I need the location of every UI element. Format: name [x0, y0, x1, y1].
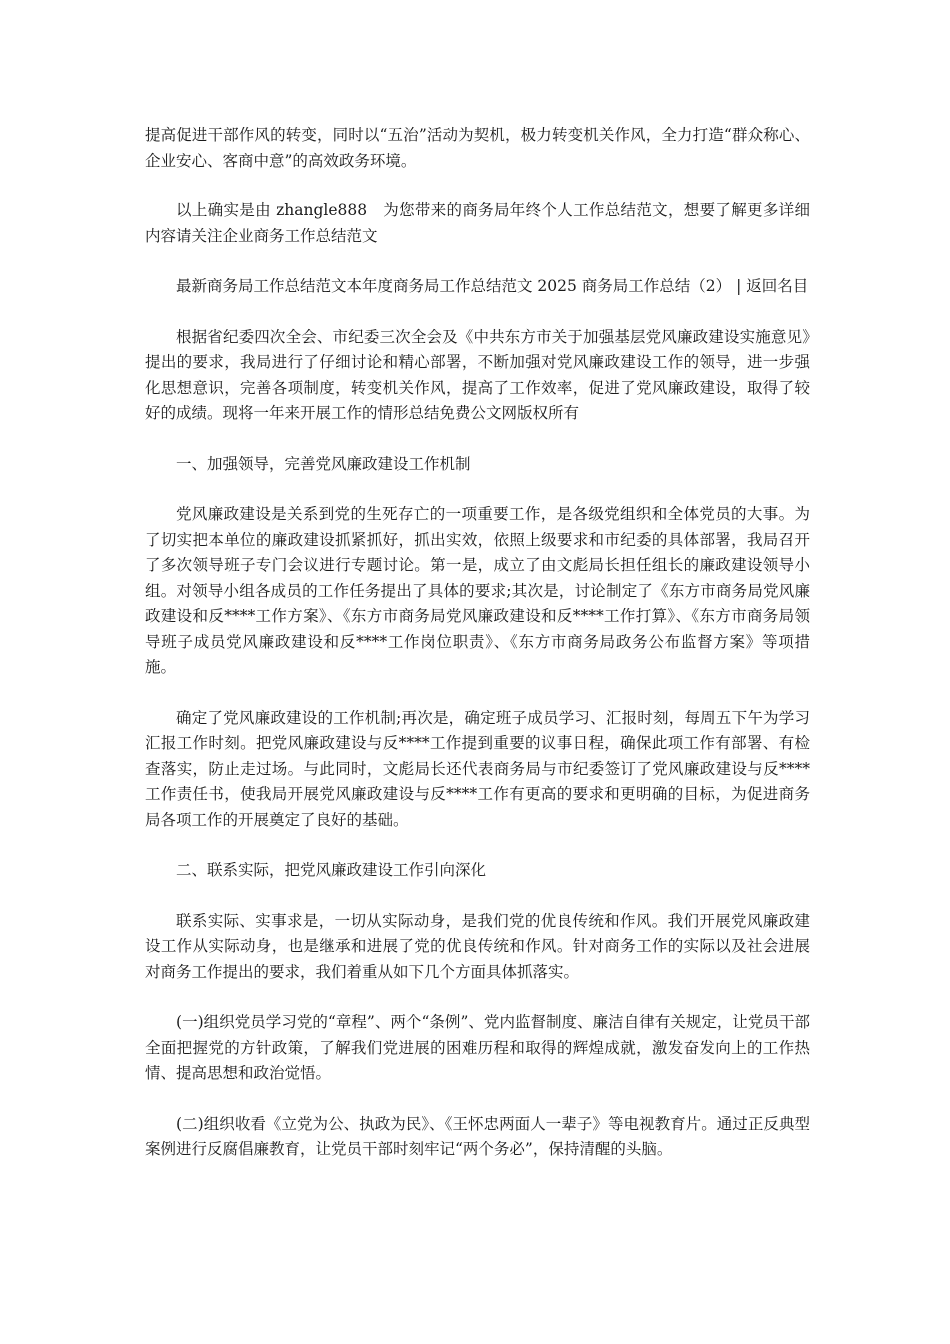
paragraph-intro-continuation: 提高促进干部作风的转变，同时以“五治”活动为契机，极力转变机关作风，全力打造“群众称心、企业安心、客商中意”的高效政务环境。 [145, 126, 810, 170]
paragraph-article-title: 最新商务局工作总结范文本年度商务局工作总结范文 2025 商务局工作总结（2） | 返回名目 [176, 277, 809, 295]
document-page [145, 123, 810, 1188]
paragraph-mechanism: 确定了党风廉政建设的工作机制;再次是，确定班子成员学习、汇报时刻，每周五下午为学习汇报工作时刻。把党风廉政建设与反****工作提到重要的议事日程，确保此项工作有部署、有检查落实，防止走过场。与此同时，文彪局长还代表商务局与市纪委签订了党风廉政建设与反****工作责任书，使我局开展党风廉政建设与反****工作有更高的要求和更明确的目标，为促进商务局各项工作的开展奠定了良好的基础。 [145, 708, 810, 829]
section-heading-2: 二、联系实际，把党风廉政建设工作引向深化 [176, 861, 487, 879]
paragraph-source-note: 以上确实是由 zhangle888 为您带来的商务局年终个人工作总结范文，想要了解更多详细内容请关注企业商务工作总结范文 [145, 201, 810, 245]
paragraph-overview: 根据省纪委四次全会、市纪委三次全会及《中共东方市关于加强基层党风廉政建设实施意见》提出的要求，我局进行了仔细讨论和精心部署，不断加强对党风廉政建设工作的领导，进一步强化思想意识，完善各项制度，转变机关作风，提高了工作效率，促进了党风廉政建设，取得了较好的成绩。现将一年来开展工作的情形总结免费公文网版权所有 [145, 327, 810, 422]
paragraph-leadership: 党风廉政建设是关系到党的生死存亡的一项重要工作，是各级党组织和全体党员的大事。为了切实把本单位的廉政建设抓紧抓好，抓出实效，依照上级要求和市纪委的具体部署，我局召开了多次领导班子专门会议进行专题讨论。第一是，成立了由文彪局长担任组长的廉政建设领导小组。对领导小组各成员的工作任务提出了具体的要求;其次是，讨论制定了《东方市商务局党风廉政建设和反****工作方案》、《东方市商务局党风廉政建设和反****工作打算》、《东方市商务局领导班子成员党风廉政建设和反****工作岗位职责》、《东方市商务局政务公布监督方案》等项措施。 [145, 505, 810, 676]
section-heading-1: 一、加强领导，完善党风廉政建设工作机制 [176, 454, 471, 473]
paragraph-item-2: (二)组织收看《立党为公、执政为民》、《王怀忠两面人一辈子》等电视教育片。通过正反典型案例进行反腐倡廉教育，让党员干部时刻牢记“两个务必”，保持清醒的头脑。 [145, 1114, 810, 1158]
paragraph-item-1: (一)组织党员学习党的“章程”、两个“条例”、党内监督制度、廉洁自律有关规定，让党员干部全面把握党的方针政策，了解我们党进展的困难历程和取得的辉煌成就，激发奋发向上的工作热情、提高思想和政治觉悟。 [145, 1013, 810, 1082]
paragraph-practice: 联系实际、实事求是，一切从实际动身，是我们党的优良传统和作风。我们开展党风廉政建设工作从实际动身，也是继承和进展了党的优良传统和作风。针对商务工作的实际以及社会进展对商务工作提出的要求，我们着重从如下几个方面具体抓落实。 [145, 911, 810, 981]
